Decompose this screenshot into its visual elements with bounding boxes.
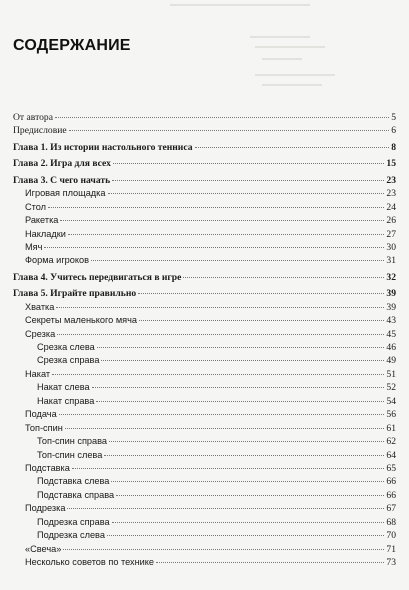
toc-entry-title: Срезка справа [37, 355, 100, 366]
toc-entry [13, 556, 396, 569]
toc-entry-title: Форма игроков [25, 255, 89, 266]
toc-dot-leader [116, 495, 384, 496]
toc-entry [13, 328, 396, 341]
toc-entry [13, 516, 396, 529]
toc-entry-title: Несколько советов по технике [25, 557, 155, 567]
toc-page-number: 66 [386, 476, 396, 488]
toc-entry [13, 368, 396, 381]
toc-entry-title: Подрезка справа [37, 516, 110, 527]
toc-entry-title: Хватка [25, 301, 55, 312]
toc-entry [13, 502, 396, 515]
toc-dot-leader [65, 428, 385, 429]
toc-page-number: 32 [386, 271, 396, 283]
toc-entry [13, 408, 396, 421]
toc-entry-title: Глава 5. Играйте правильно [13, 288, 137, 300]
toc-entry-title: Подставка [25, 462, 70, 473]
toc-chapter-entry [13, 141, 396, 154]
toc-entry-title: Срезка [25, 328, 56, 339]
toc-page-number: 51 [386, 368, 396, 380]
toc-dot-leader [48, 207, 384, 208]
toc-dot-leader [101, 360, 384, 361]
toc-entry [13, 529, 396, 542]
toc-entry [13, 111, 396, 124]
toc-page-number: 27 [386, 228, 396, 240]
toc-entry-title: От автора [13, 112, 53, 123]
toc-chapter-entry [13, 174, 396, 187]
toc-page-number: 71 [386, 543, 396, 555]
toc-entry [13, 462, 396, 475]
toc-page-number: 24 [386, 201, 396, 213]
toc-page-number: 70 [386, 530, 396, 542]
toc-dot-leader [113, 163, 385, 164]
toc-entry [13, 381, 396, 394]
toc-entry [13, 354, 396, 367]
toc-page-number: 46 [386, 342, 396, 353]
toc-page-number: 23 [386, 188, 396, 200]
toc-entry [13, 241, 396, 254]
toc-chapter-entry [13, 271, 396, 284]
toc-page-number: 6 [391, 125, 396, 137]
toc-page-number: 66 [386, 489, 396, 501]
toc-entry [13, 475, 396, 488]
toc-dot-leader [60, 220, 384, 221]
toc-entry-title: Топ-спин справа [37, 436, 108, 447]
toc-entry-title: Топ-спин [25, 422, 63, 433]
toc-dot-leader [96, 401, 384, 402]
toc-dot-leader [104, 455, 384, 456]
page-title: СОДЕРЖАНИЕ [13, 37, 131, 54]
toc-entry-title: Мяч [25, 241, 43, 252]
toc-dot-leader [111, 481, 384, 482]
toc-entry [13, 314, 396, 327]
toc-page-number: 45 [386, 328, 396, 340]
toc-entry-title: Топ-спин слева [37, 449, 103, 460]
toc-entry [13, 435, 396, 448]
toc-entry-title: Накладки [25, 228, 66, 239]
toc-dot-leader [55, 117, 389, 118]
toc-entry-title: Предисловие [13, 125, 67, 137]
toc-entry-title: Глава 3. С чего начать [13, 174, 111, 186]
toc-dot-leader [183, 277, 384, 278]
toc-page-number: 65 [386, 462, 396, 474]
toc-dot-leader [107, 535, 384, 536]
toc-page-number: 62 [386, 436, 396, 448]
toc-page-number: 5 [391, 112, 396, 123]
toc-dot-leader [112, 180, 384, 181]
toc-entry [13, 201, 396, 214]
toc-entry [13, 395, 396, 408]
toc-entry-title: Подача [25, 409, 57, 420]
toc-entry-title: Подставка слева [37, 476, 110, 487]
toc-page-number: 39 [386, 301, 396, 313]
toc-dot-leader [112, 522, 385, 523]
toc-entry-title: Подрезка слева [37, 530, 105, 541]
toc-dot-leader [59, 414, 385, 415]
toc-entry-title: Игровая площадка [25, 188, 106, 199]
toc-entry [13, 228, 396, 241]
toc-dot-leader [97, 347, 385, 348]
toc-dot-leader [109, 441, 384, 442]
toc-entry-title: Накат справа [37, 395, 95, 406]
toc-page-number: 61 [386, 422, 396, 434]
toc-page-number: 49 [386, 355, 396, 367]
toc-dot-leader [139, 320, 384, 321]
toc-dot-leader [138, 293, 384, 294]
toc-dot-leader [156, 562, 384, 563]
toc-entry-title: Глава 1. Из истории настольного тенниса [13, 141, 193, 153]
toc-dot-leader [91, 260, 384, 261]
toc-entry-title: Срезка слева [37, 342, 95, 352]
toc-chapter-entry [13, 287, 396, 300]
toc-entry-title: Секреты маленького мяча [25, 315, 138, 326]
toc-dot-leader [63, 549, 384, 550]
toc-entry-title: Накат [25, 368, 51, 379]
toc-entry-title: Накат слева [37, 382, 90, 393]
toc-page-number: 67 [386, 503, 396, 515]
toc-page-number: 30 [386, 241, 396, 253]
toc-entry-title: Ракетка [25, 215, 59, 226]
toc-dot-leader [72, 468, 385, 469]
table-of-contents [13, 111, 396, 569]
toc-entry-title: Глава 2. Игра для всех [13, 158, 111, 170]
toc-page-number: 23 [386, 174, 396, 186]
toc-dot-leader [56, 307, 384, 308]
toc-entry [13, 124, 396, 137]
toc-page-number: 68 [386, 516, 396, 528]
toc-entry-title: Стол [25, 201, 47, 212]
toc-dot-leader [52, 374, 384, 375]
toc-dot-leader [67, 508, 384, 509]
toc-page-number: 26 [386, 215, 396, 227]
toc-dot-leader [44, 247, 384, 248]
toc-dot-leader [57, 334, 384, 335]
toc-dot-leader [69, 130, 390, 131]
toc-page-number: 73 [386, 557, 396, 568]
toc-page-number: 64 [386, 449, 396, 461]
toc-entry [13, 187, 396, 200]
toc-page-number: 52 [386, 382, 396, 394]
toc-entry-title: Подставка справа [37, 489, 115, 500]
toc-entry [13, 422, 396, 435]
toc-entry [13, 543, 396, 556]
toc-entry-title: Подрезка [25, 503, 66, 514]
toc-dot-leader [195, 147, 390, 148]
toc-page-number: 39 [386, 288, 396, 300]
toc-chapter-entry [13, 157, 396, 170]
toc-entry [13, 489, 396, 502]
toc-page-number: 54 [386, 395, 396, 407]
toc-entry-title: «Свеча» [25, 543, 62, 554]
toc-page-number: 31 [386, 255, 396, 267]
toc-dot-leader [68, 234, 385, 235]
toc-entry [13, 301, 396, 314]
toc-dot-leader [108, 193, 385, 194]
toc-page-number: 15 [386, 158, 396, 170]
toc-dot-leader [92, 387, 385, 388]
toc-page-number: 8 [391, 141, 396, 153]
toc-page-number: 56 [386, 409, 396, 421]
toc-entry [13, 254, 396, 267]
toc-page-number: 43 [386, 315, 396, 327]
toc-entry [13, 449, 396, 462]
toc-entry [13, 214, 396, 227]
toc-entry-title: Глава 4. Учитесь передвигаться в игре [13, 271, 182, 283]
toc-entry [13, 341, 396, 354]
